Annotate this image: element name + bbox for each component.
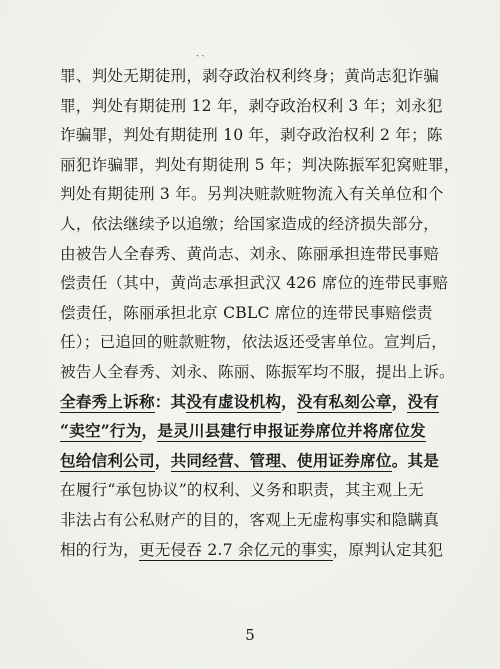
text-line	[60, 299, 460, 327]
text-line	[60, 151, 460, 179]
text-segment: 丽犯诈骗罪，判处有期徒刑 5 年；判决陈振军犯窝赃罪，	[60, 155, 460, 174]
text-segment: ，	[391, 391, 408, 411]
text-segment: 罪，判处有期徒刑 12 年，剥夺政治权利 3 年；刘永犯	[60, 96, 443, 115]
text-line	[60, 210, 460, 238]
text-segment: 偿责任，陈丽承担北京 CBLC 席位的连带民事赔偿责	[60, 303, 433, 322]
underlined-text: 没有私刻公章	[296, 391, 392, 411]
underlined-text: 更无侵吞 2.7 余亿元的事实	[138, 540, 333, 559]
text-line	[60, 536, 460, 564]
underlined-text: 包给信利公司	[60, 450, 155, 470]
text-line	[60, 358, 460, 386]
text-segment: 偿责任（其中，黄尚志承担武汉 426 席位的连带民事赔	[60, 274, 449, 293]
text-line	[60, 121, 460, 149]
underlined-text: 没有	[407, 391, 440, 411]
text-line	[60, 328, 460, 356]
text-segment: 相的行为，	[60, 540, 139, 559]
text-segment: 判处有期徒刑 3 年。另判决赃款赃物流入有关单位和个	[60, 185, 444, 204]
page-number: 5	[245, 626, 255, 644]
underlined-text: 全春秀上诉称	[60, 391, 155, 411]
text-segment: ，	[281, 391, 297, 411]
text-segment: 诈骗罪，判处有期徒刑 10 年，剥夺政治权利 2 年；陈	[60, 126, 443, 145]
text-segment: 被告人全春秀、刘永、陈丽、陈振军均不服，提出上诉。	[60, 363, 455, 381]
text-line	[60, 388, 460, 416]
text-segment: 非法占有公私财产的目的，客观上无虚构事实和隐瞒真	[60, 511, 440, 529]
underlined-text: 没有虚设机构	[186, 391, 282, 411]
text-segment: ，	[154, 450, 171, 470]
text-line	[60, 92, 460, 120]
underlined-text: 共同经营、管理、使用证券席位	[170, 450, 392, 470]
text-segment: ，原判认定其犯	[332, 540, 444, 559]
text-segment: ，	[141, 421, 158, 441]
text-segment: 任）；已追回的赃款赃物，依法返还受害单位。宣判后，	[60, 333, 448, 352]
text-line	[60, 417, 460, 445]
text-segment: 人，依法继续予以追缴；给国家造成的经济损失部分，	[60, 215, 440, 233]
text-line	[60, 447, 460, 475]
text-segment: 。其是	[391, 450, 440, 470]
underlined-text: “卖空”行为	[60, 421, 142, 441]
text-line	[60, 180, 460, 208]
text-line	[60, 240, 460, 268]
scan-mark: ˎˎ	[196, 46, 207, 57]
text-line	[60, 269, 460, 297]
text-segment: ：其	[154, 391, 187, 411]
text-segment: 在履行“承包协议”的权利、义务和职责，其主观上无	[60, 481, 424, 500]
text-segment: 罪、判处无期徒刑，剥夺政治权利终身；黄尚志犯诈骗	[60, 67, 440, 85]
text-line	[60, 506, 460, 534]
text-line	[60, 476, 460, 504]
text-line	[60, 62, 460, 90]
text-segment: 由被告人全春秀、黄尚志、刘永、陈丽承担连带民事赔	[60, 244, 440, 263]
underlined-text: 是灵川县建行申报证券席位并将席位发	[157, 421, 426, 441]
